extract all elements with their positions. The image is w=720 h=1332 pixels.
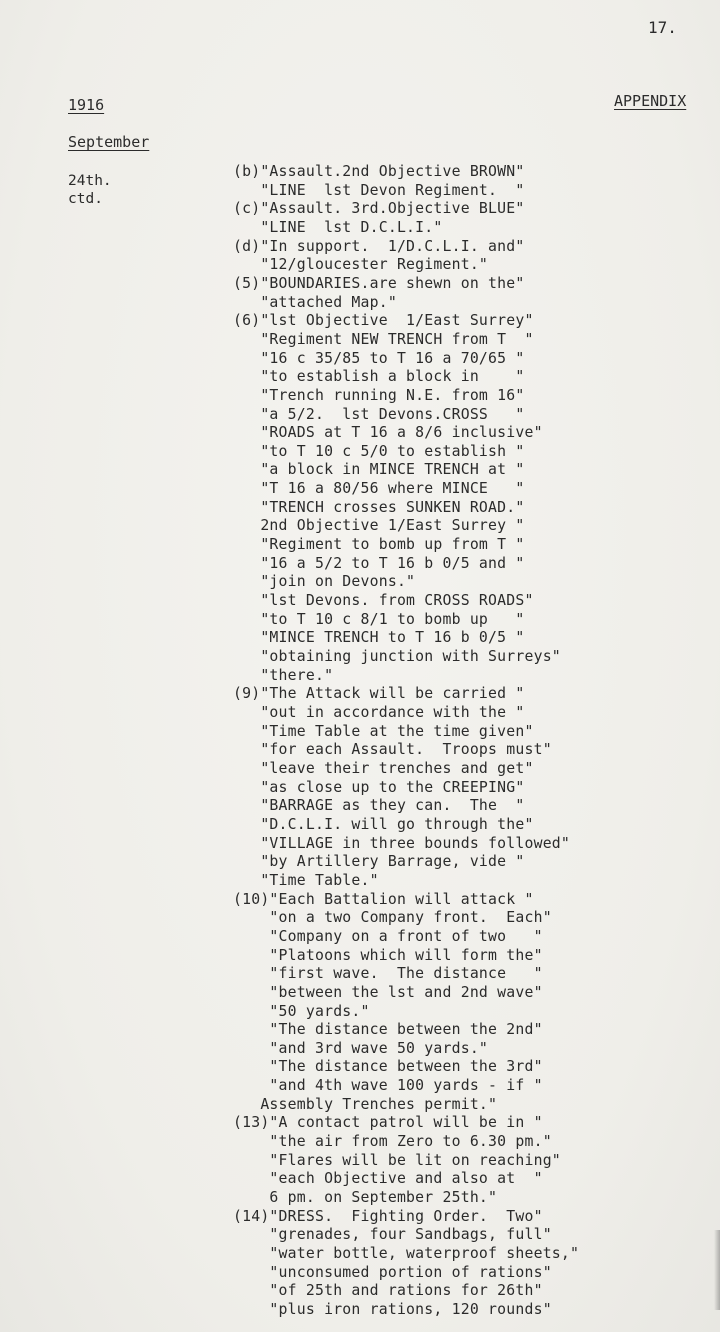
body-line: (6)"lst Objective 1/East Surrey" <box>233 312 534 330</box>
body-line: "plus iron rations, 120 rounds" <box>233 1301 552 1318</box>
body-line: "attached Map." <box>233 293 397 311</box>
body-line: "Time Table at the time given" <box>233 722 534 740</box>
body-line: "join on Devons." <box>233 573 416 591</box>
body-line: "leave their trenches and get" <box>233 759 534 777</box>
body-line: "the air from Zero to 6.30 pm." <box>233 1133 552 1151</box>
body-line: "Trench running N.E. from 16" <box>233 386 525 404</box>
body-line: "Regiment NEW TRENCH from T " <box>233 330 534 348</box>
body-line: "on a two Company front. Each" <box>233 909 552 927</box>
body-line: (d)"In support. 1/D.C.L.I. and" <box>233 237 525 255</box>
body-line: "for each Assault. Troops must" <box>233 741 552 759</box>
body-line: (14)"DRESS. Fighting Order. Two" <box>233 1207 543 1225</box>
body-line: "Company on a front of two " <box>233 927 543 945</box>
page-edge-shadow <box>714 1230 720 1310</box>
body-line: "each Objective and also at " <box>233 1170 543 1188</box>
body-line: "ROADS at T 16 a 8/6 inclusive" <box>233 424 543 442</box>
body-line: "16 a 5/2 to T 16 b 0/5 and " <box>233 554 525 572</box>
body-line: "out in accordance with the " <box>233 704 525 722</box>
body-line: 6 pm. on September 25th." <box>233 1189 498 1207</box>
body-line: "by Artillery Barrage, vide " <box>233 853 525 871</box>
body-line: "to T 10 c 8/1 to bomb up " <box>233 610 525 628</box>
body-line: "LINE lst D.C.L.I." <box>233 218 443 236</box>
body-line: (c)"Assault. 3rd.Objective BLUE" <box>233 200 525 218</box>
body-line: "BARRAGE as they can. The " <box>233 797 525 815</box>
body-line: "VILLAGE in three bounds followed" <box>233 834 571 852</box>
page-number: 17. <box>648 18 677 37</box>
body-line: "of 25th and rations for 26th" <box>233 1282 543 1300</box>
body-line: "and 3rd wave 50 yards." <box>233 1039 489 1057</box>
body-line: "Flares will be lit on reaching" <box>233 1151 561 1169</box>
month-heading: September <box>68 133 150 151</box>
body-line: (5)"BOUNDARIES.are shewn on the" <box>233 274 525 292</box>
body-line: (13)"A contact patrol will be in " <box>233 1114 543 1132</box>
body-line: "and 4th wave 100 yards - if " <box>233 1077 543 1095</box>
body-line: "D.C.L.I. will go through the" <box>233 815 534 833</box>
body-line: Assembly Trenches permit." <box>233 1095 498 1113</box>
body-line: "MINCE TRENCH to T 16 b 0/5 " <box>233 629 525 647</box>
body-line: "The distance between the 2nd" <box>233 1021 543 1039</box>
body-line: "grenades, four Sandbags, full" <box>233 1226 552 1244</box>
body-line: "there." <box>233 666 334 684</box>
body-line: (b)"Assault.2nd Objective BROWN" <box>233 163 525 180</box>
body-line: "LINE lst Devon Regiment. " <box>233 181 525 199</box>
body-line: (9)"The Attack will be carried " <box>233 685 525 703</box>
body-line: "to T 10 c 5/0 to establish " <box>233 442 525 460</box>
body-line: "first wave. The distance " <box>233 965 543 983</box>
body-line: "Platoons which will form the" <box>233 946 543 964</box>
body-line: "The distance between the 3rd" <box>233 1058 543 1076</box>
body-line: "unconsumed portion of rations" <box>233 1263 552 1281</box>
body-line: "lst Devons. from CROSS ROADS" <box>233 592 534 610</box>
body-line: "between the lst and 2nd wave" <box>233 983 543 1001</box>
body-line: 2nd Objective 1/East Surrey " <box>233 517 525 535</box>
body-line: "to establish a block in " <box>233 368 525 386</box>
body-line: "50 yards." <box>233 1002 370 1020</box>
date-line: 24th. <box>68 173 112 189</box>
body-line: "12/gloucester Regiment." <box>233 256 489 274</box>
body-line: "obtaining junction with Surreys" <box>233 648 561 666</box>
body-line: "a 5/2. lst Devons.CROSS " <box>233 405 525 423</box>
body-line: "T 16 a 80/56 where MINCE " <box>233 480 525 498</box>
date-line: ctd. <box>68 191 103 207</box>
body-line: "Regiment to bomb up from T " <box>233 536 525 554</box>
body-line: "TRENCH crosses SUNKEN ROAD." <box>233 498 525 516</box>
body-line: "water bottle, waterproof sheets," <box>233 1245 580 1263</box>
body-line: "Time Table." <box>233 871 379 889</box>
body-line: "a block in MINCE TRENCH at " <box>233 461 525 479</box>
body-line: "as close up to the CREEPING" <box>233 778 525 796</box>
appendix-heading: APPENDIX <box>614 92 687 110</box>
body-line: "16 c 35/85 to T 16 a 70/65 " <box>233 349 525 367</box>
year-heading: 1916 <box>68 96 105 114</box>
body-line: (10)"Each Battalion will attack " <box>233 890 534 908</box>
